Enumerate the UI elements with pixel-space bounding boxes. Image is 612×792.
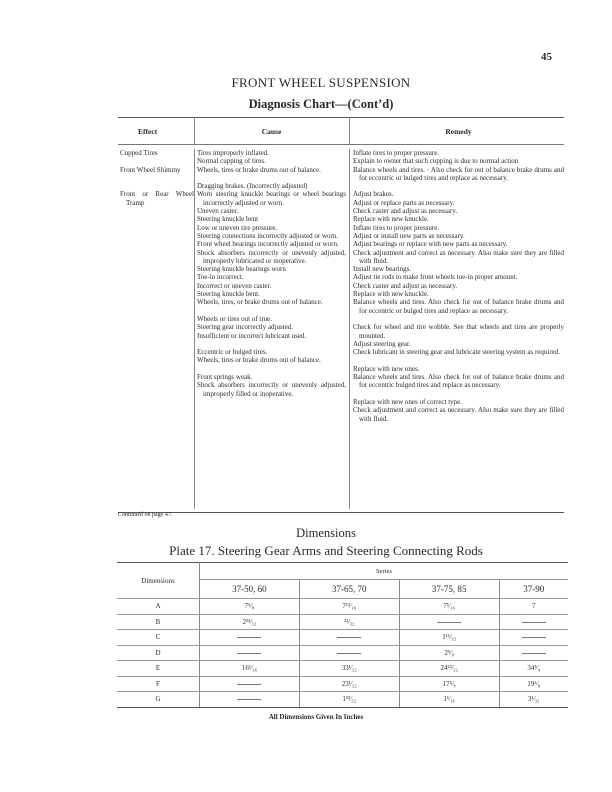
dimensions-footnote: All Dimensions Given In Inches: [268, 713, 364, 721]
cause-entry: Steering connections incorrectly adjusted or worn.: [197, 231, 339, 240]
dimension-value: 17⁵⁄₈: [399, 676, 499, 692]
series-col: 37-75, 85: [399, 580, 499, 599]
remedy-entry: Inflate tires to proper pressure.: [353, 149, 440, 157]
remedy-entry: Replace with new ones.: [353, 364, 420, 373]
dimension-value: [499, 614, 568, 630]
diagnosis-body: [118, 145, 564, 513]
dimension-label: C: [117, 630, 200, 646]
dimension-row: [117, 692, 568, 708]
dimension-label: A: [117, 599, 200, 615]
dimension-value: 1¹⁄₁₆: [399, 692, 499, 708]
cause-entry: Wheels or tires out of true.: [197, 314, 273, 323]
empty-dash: [337, 637, 361, 638]
dimension-row: [117, 676, 568, 692]
cause-entry: Steering knuckle bent: [197, 215, 259, 224]
dimension-value: [299, 645, 399, 661]
remedy-entry: Replace with new knuckle.: [353, 290, 429, 299]
dimension-label: E: [117, 661, 200, 677]
dimension-value: [499, 630, 568, 646]
dimension-value: 7¹⁄₁₆: [399, 599, 499, 615]
cause-entry: Wheels, tires, or brake drums out of balance.: [197, 298, 323, 307]
dimension-value: 7¹³⁄₁₆: [299, 599, 399, 615]
cause-header: Cause: [194, 118, 349, 144]
section-title: FRONT WHEEL SUSPENSION: [231, 75, 411, 90]
dimension-value: [200, 676, 300, 692]
remedy-entry: Install new bearings.: [353, 265, 412, 274]
remedy-entry: Replace with new knuckle.: [353, 215, 429, 224]
dimensions-table: [117, 562, 568, 708]
remedy-entry: Balance wheels and tires. Also check for out of balance brake drums and for eccentric or bulged tires and replace as necessary.: [353, 298, 564, 315]
remedy-entry: Balance wheels and tires. · Also check for out of balance brake drums and for eccentric or bulged tires and replace as necessary.: [353, 165, 564, 182]
cause-entry: Uneven caster.: [197, 207, 239, 216]
dimension-label: F: [117, 676, 200, 692]
diagnosis-header-row: [118, 117, 564, 145]
dimension-value: 1²³⁄₃₂: [299, 692, 399, 708]
chart-title: Diagnosis Chart—(Cont’d): [248, 97, 394, 111]
cause-entry: Dragging brakes. (Incorrectly adjusted): [197, 182, 308, 191]
series-col: 37-50, 60: [200, 580, 300, 599]
dimension-value: [200, 630, 300, 646]
dimension-label: G: [117, 692, 200, 708]
dimension-value: 33¹⁄₃₂: [299, 661, 399, 677]
dimension-row: [117, 661, 568, 677]
remedy-header: Remedy: [349, 118, 564, 144]
remedy-entry: Inflate tires to proper pressure.: [353, 223, 440, 232]
cause-entry: Front springs weak.: [197, 373, 253, 382]
cause-entry: Normal cupping of tires.: [197, 157, 266, 166]
dimension-value: 1¹¹⁄₃₂: [399, 630, 499, 646]
empty-dash: [522, 653, 546, 654]
cause-entry: Tires improperly inflated.: [197, 149, 269, 157]
dimension-value: 24²³⁄₃₂: [399, 661, 499, 677]
dimension-row: [117, 645, 568, 661]
dimension-value: 23¹⁄₃₂: [299, 676, 399, 692]
dimension-value: 7: [499, 599, 568, 615]
remedy-entry: Check adjustment and correct as necessary. Also make sure they are filled with fluid.: [353, 406, 564, 423]
remedy-entry: Adjust brakes.: [353, 190, 394, 199]
dimension-value: 34³⁄₄: [499, 661, 568, 677]
remedy-entry: Adjust or replace parts as necessary.: [353, 198, 455, 207]
dimensions-header: Dimensions: [117, 563, 200, 599]
cause-entry: Low or uneven tire pressure.: [197, 223, 278, 232]
cause-entry: Insufficient or incorrect lubricant used.: [197, 331, 307, 340]
dimension-value: 2⁵⁄₈: [399, 645, 499, 661]
cause-entry: Eccentric or bulged tires.: [197, 348, 268, 357]
effect-column: [118, 149, 194, 509]
cause-entry: Steering knuckle bent.: [197, 290, 260, 299]
plate-title: Plate 17. Steering Gear Arms and Steering Connecting Rods: [169, 543, 483, 558]
remedy-entry: Replace with new ones of correct type.: [353, 397, 463, 406]
effect-entry: Front Wheel Shimmy: [120, 165, 181, 174]
series-header: Series: [200, 563, 569, 580]
remedy-entry: Adjust or install new parts as necessary.: [353, 231, 465, 240]
remedy-entry: Check lubricant in steering gear and lubricate steering system as required.: [353, 348, 561, 357]
empty-dash: [437, 622, 461, 623]
effect-entry: Front or Rear Wheel Tramp: [120, 190, 194, 207]
dimension-value: 19⁵⁄₈: [499, 676, 568, 692]
dimensions-title: Dimensions: [296, 526, 356, 540]
cause-entry: Wheels, tires or brake drums out of balance.: [197, 165, 321, 174]
dimension-value: [399, 614, 499, 630]
dimension-value: 2²³⁄₃₂: [200, 614, 300, 630]
series-col: 37-65, 70: [299, 580, 399, 599]
cause-entry: Steering knuckle bearings worn: [197, 265, 286, 274]
remedy-entry: Adjust tie rods to make front wheels toe-in proper amount.: [353, 273, 518, 282]
remedy-entry: Check adjustment and correct as necessary. Also make sure they are filled with fluid.: [353, 248, 564, 265]
empty-dash: [237, 684, 261, 685]
dimension-row: [117, 630, 568, 646]
remedy-entry: Check caster and adjust as necessary.: [353, 281, 458, 290]
remedy-entry: Explain to owner that such cupping is due to normal action: [353, 157, 519, 166]
cause-entry: Shock absorbers incorrectly or unevenly adjusted, improperly filled or inoperative.: [197, 381, 346, 398]
dimension-row: [117, 599, 568, 615]
remedy-entry: Balance wheels and tires. Also check for out of balance brake drums and for eccentric bulged tires and replace as necessary.: [353, 373, 564, 390]
remedy-column: [349, 149, 564, 509]
dimension-value: [200, 692, 300, 708]
remedy-entry: Adjust bearings or replace with new parts as necessary.: [353, 240, 508, 249]
cause-entry: Worn steering knuckle bearings or wheel bearings incorrectly adjusted or worn.: [197, 190, 346, 207]
dimension-value: [200, 645, 300, 661]
cause-entry: Toe-in incorrect.: [197, 273, 244, 282]
dimension-label: B: [117, 614, 200, 630]
dimension-value: 3¹⁄₃₂: [499, 692, 568, 708]
dimension-value: ²³⁄₃₂: [299, 614, 399, 630]
remedy-entry: Check for wheel and tire wobble. See that wheels and tires are properly mounted.: [353, 323, 564, 340]
dimension-value: 7⁵⁄₈: [200, 599, 300, 615]
dimension-value: [499, 645, 568, 661]
cause-entry: Incorrect or uneven caster.: [197, 281, 272, 290]
dimension-label: D: [117, 645, 200, 661]
empty-dash: [237, 699, 261, 700]
cause-column: [194, 149, 349, 509]
empty-dash: [522, 622, 546, 623]
effect-header: Effect: [138, 126, 158, 136]
empty-dash: [237, 637, 261, 638]
cause-entry: Front wheel bearings incorrectly adjusted or worn.: [197, 240, 339, 249]
remedy-entry: Check caster and adjust as necessary.: [353, 207, 458, 216]
diagnosis-chart: [118, 117, 564, 513]
cause-entry: Shock absorbers incorrectly or unevenly adjusted, improperly lubricated or inoperative.: [197, 248, 346, 265]
empty-dash: [522, 637, 546, 638]
cause-entry: Wheels, tires or brake drums out of balance.: [197, 356, 321, 365]
cause-entry: Steering gear incorrectly adjusted.: [197, 323, 294, 332]
dimension-row: [117, 614, 568, 630]
page-number: 45: [541, 51, 552, 63]
dimension-value: [299, 630, 399, 646]
empty-dash: [237, 653, 261, 654]
dimension-value: 16¹⁄₁₆: [200, 661, 300, 677]
continued-note: Continued on page 47.: [118, 512, 173, 518]
series-col: 37-90: [499, 580, 568, 599]
empty-dash: [337, 653, 361, 654]
effect-entry: Cupped Tires: [120, 149, 158, 157]
remedy-entry: Adjust steering gear.: [353, 339, 411, 348]
